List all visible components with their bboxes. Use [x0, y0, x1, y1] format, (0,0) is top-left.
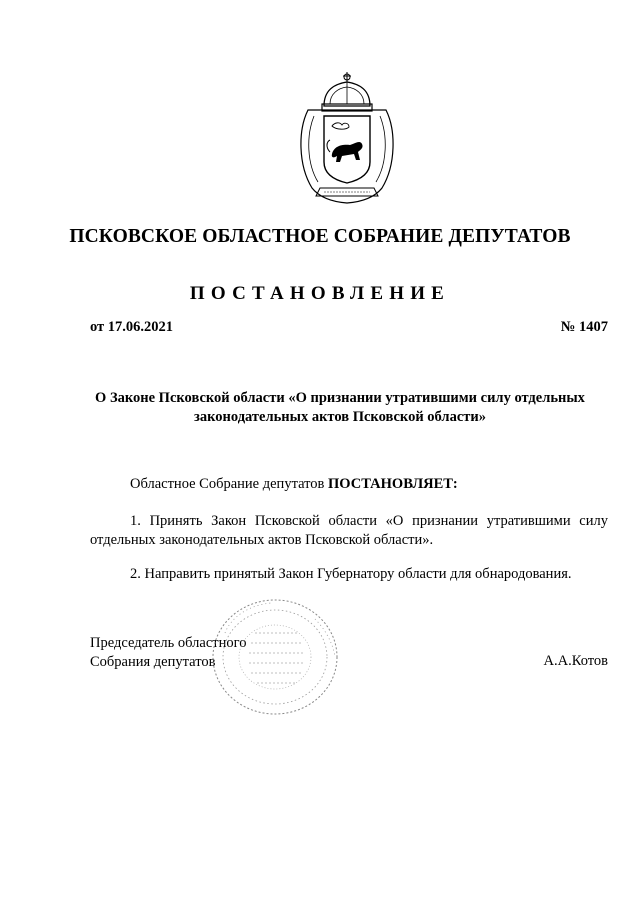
signatory-title-line-2: Собрания депутатов: [90, 654, 216, 670]
document-type-heading: ПОСТАНОВЛЕНИЕ: [189, 283, 451, 304]
subject-line-2: законодательных актов Псковской области»: [194, 409, 486, 425]
preamble-resolves: ПОСТАНОВЛЯЕТ:: [328, 476, 458, 492]
signatory-name: А.А.Котов: [543, 653, 608, 669]
signatory-title-line-1: Председатель областного: [90, 635, 247, 651]
document-date: от 17.06.2021: [90, 319, 174, 335]
organization-title: ПСКОВСКОЕ ОБЛАСТНОЕ СОБРАНИЕ ДЕПУТАТОВ: [69, 226, 571, 247]
signatory-title: [90, 634, 246, 672]
document-subject: [70, 389, 610, 427]
pskov-coat-of-arms-icon: [294, 70, 400, 206]
preamble-text: Областное Собрание депутатов: [130, 476, 329, 492]
document-number: № 1407: [560, 319, 608, 335]
resolution-item-2: 2. Направить принятый Закон Губернатору области для обнародования.: [130, 566, 572, 582]
subject-line-1: О Законе Псковской области «О признании утратившими силу отдельных: [95, 390, 585, 406]
preamble: [130, 476, 458, 493]
resolution-item-1: 1. Принять Закон Псковской области «О признании утратившими силу отдельных законодательных актов Псковской области».: [90, 513, 608, 548]
